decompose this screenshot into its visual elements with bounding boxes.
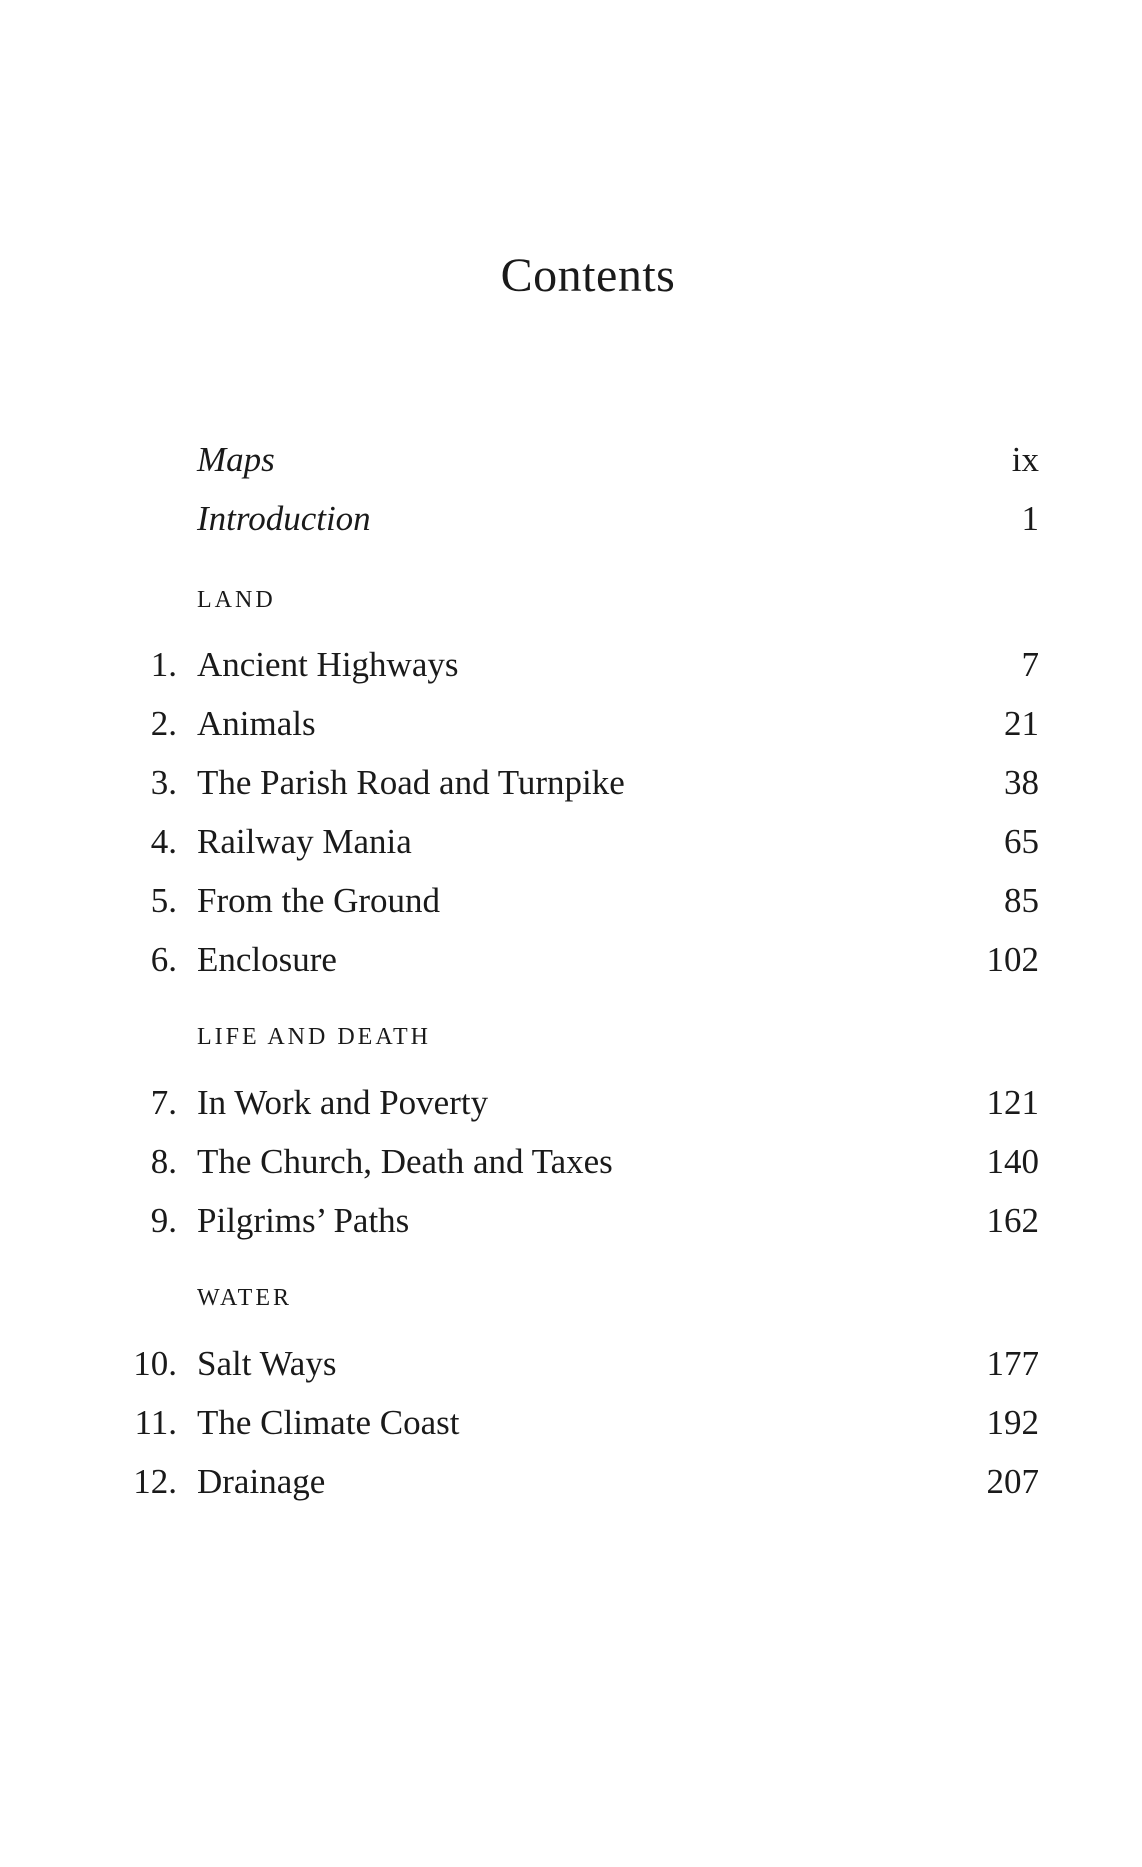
toc-entry-title: Maps	[197, 440, 275, 479]
chapter-title: Pilgrims’ Paths	[197, 1201, 410, 1240]
chapter-number: 10.	[133, 1344, 177, 1383]
toc-entry-chapter-10[interactable]	[0, 1342, 1142, 1386]
toc-entry-chapter-12[interactable]	[0, 1460, 1142, 1504]
toc-entry-chapter-8[interactable]	[0, 1140, 1142, 1184]
chapter-number: 12.	[133, 1462, 177, 1501]
chapter-title: Salt Ways	[197, 1344, 337, 1383]
chapter-title: The Church, Death and Taxes	[197, 1142, 613, 1181]
chapter-page: 85	[1004, 881, 1039, 920]
toc-entry-page: ix	[1011, 440, 1039, 479]
toc-entry-page: 1	[1021, 499, 1039, 538]
chapter-page: 207	[986, 1462, 1039, 1501]
chapter-title: From the Ground	[197, 881, 441, 920]
chapter-title: Railway Mania	[197, 822, 412, 861]
chapter-number: 6.	[150, 940, 177, 979]
chapter-title: The Climate Coast	[197, 1403, 460, 1442]
chapter-page: 162	[986, 1201, 1039, 1240]
toc-entry-chapter-1[interactable]	[0, 643, 1142, 687]
toc-entry-chapter-6[interactable]	[0, 938, 1142, 982]
toc-entry-title: Introduction	[197, 499, 371, 538]
chapter-page: 102	[986, 940, 1039, 979]
toc-entry-chapter-3[interactable]	[0, 761, 1142, 805]
toc-entry-chapter-11[interactable]	[0, 1401, 1142, 1445]
chapter-number: 3.	[150, 763, 177, 802]
toc-entry-introduction[interactable]	[0, 497, 1142, 541]
toc-entry-chapter-7[interactable]	[0, 1081, 1142, 1125]
chapter-title: Ancient Highways	[197, 645, 459, 684]
chapter-number: 9.	[150, 1201, 177, 1240]
chapter-title: Animals	[197, 704, 316, 743]
chapter-title: Drainage	[197, 1462, 326, 1501]
chapter-page: 192	[986, 1403, 1039, 1442]
toc-entry-chapter-5[interactable]	[0, 879, 1142, 923]
toc-entry-chapter-2[interactable]	[0, 702, 1142, 746]
chapter-page: 65	[1004, 822, 1039, 861]
toc-entry-maps[interactable]	[0, 438, 1142, 482]
chapter-page: 140	[986, 1142, 1039, 1181]
chapter-number: 7.	[150, 1083, 177, 1122]
chapter-page: 38	[1004, 763, 1039, 802]
chapter-number: 8.	[150, 1142, 177, 1181]
chapter-title: Enclosure	[197, 940, 337, 979]
chapter-number: 11.	[134, 1403, 177, 1442]
chapter-number: 4.	[150, 822, 177, 861]
page-title: Contents	[500, 249, 676, 302]
chapter-page: 7	[1021, 645, 1039, 684]
chapter-title: The Parish Road and Turnpike	[197, 763, 625, 802]
chapter-number: 5.	[150, 881, 177, 920]
section-heading-land: LAND	[197, 587, 276, 613]
chapter-page: 177	[986, 1344, 1039, 1383]
chapter-title: In Work and Poverty	[197, 1083, 489, 1122]
section-heading-life-and-death: LIFE AND DEATH	[197, 1024, 431, 1050]
toc-entry-chapter-4[interactable]	[0, 820, 1142, 864]
chapter-page: 21	[1004, 704, 1039, 743]
chapter-number: 1.	[150, 645, 177, 684]
section-heading-water: WATER	[197, 1285, 292, 1311]
toc-entry-chapter-9[interactable]	[0, 1199, 1142, 1243]
chapter-number: 2.	[150, 704, 177, 743]
chapter-page: 121	[986, 1083, 1039, 1122]
